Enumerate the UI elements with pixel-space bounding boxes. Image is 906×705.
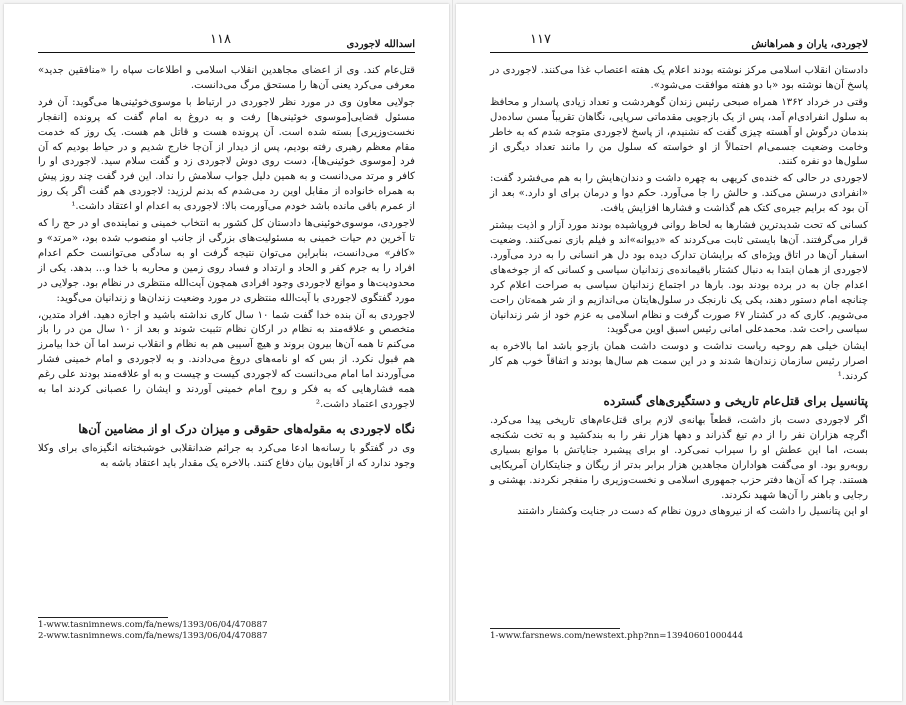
right-footnote-rule [490,628,620,629]
left-footnote-rule [38,617,168,618]
left-page [4,4,449,701]
right-paragraph-2: وقتی در خرداد ۱۳۶۲ همراه صبحی رئیس زندان گوهردشت و تعداد زیادی پاسدار و محافظ به سلول انفرادی‌ام آمد، پس از یک بازجویی مقدماتی سرپایی، نگاهان تقریباً مسن ساده‌دل بندمان درگوش او آهسته چیزی گفت که نشنیدم، از پاسخ لاجوردی متوجه شدم که به خاطر وخامت وضعیت جسمی‌ام احتمالاً از او خواسته که سلول من را مانند تعداد دیگری از سلول‌ها دو نفره کنند. [490,96,868,168]
right-page-header [490,32,868,53]
left-paragraph-1: قتل‌عام کند. وی از اعضای مجاهدین انقلاب اسلامی و اطلاعات سپاه را «منافقین جدید» معرفی می‌کرد یعنی آن‌ها را مستحق مرگ می‌دانست. [38,65,415,91]
left-paragraph-5: وی در گفتگو با رسانه‌ها ادعا می‌کرد به جرائم ضدانقلابی خوشبختانه انگیزه‌ای برای وکلا وجود ندارد که از آقایون بیان دفاع کنند. بالاخره یک مقدار باید اعتقاد باشه به [38,442,415,469]
right-paragraph-6: اگر لاجوردی دست باز داشت، قطعاً بهانه‌ی لازم برای قتل‌عام‌های تاریخی پیدا می‌کرد. اگرچه هزاران نفر را از دم تیغ گذراند و دهها هزار نفر را به بندکشید و به تخت شکنجه بست، اما این عطش او را سیراب نمی‌کرد. او برای پیشبرد جنایاتش با موانع بسیاری روبه‌رو بود. او می‌گفت هواداران مجاهدین هزار برابر بدتر از ریگان و جنایتکاران آمریکایی هستند. چرا که آن‌ها دفتر حزب جمهوری اسلامی و نخست‌وزیری را منفجر نکردند. بهشتی و رجایی و باهنر را آن‌ها شهید نکردند. [490,415,868,501]
left-page-header [38,32,415,53]
left-footnotes [38,620,415,642]
right-page-number: ۱۱۷ [530,32,551,47]
left-page-body [38,64,415,474]
right-paragraph-1: دادستان انقلاب اسلامی مرکز نوشته بودند اعلام یک هفته اعتصاب غذا می‌کنند. لاجوردی در پاسخ آن‌ها نوشته بود «با دو هفته موافقت می‌شود». [490,65,868,91]
left-running-header: اسدالله لاجوردی [346,39,415,50]
right-section-heading: پتانسیل برای قتل‌عام تاریخی و دستگیری‌های گسترده [603,394,868,409]
left-page-number: ۱۱۸ [210,32,231,47]
left-section-heading: نگاه لاجوردی به مقوله‌های حقوقی و میزان درک او از مضامین آن‌ها [78,421,415,436]
right-paragraph-4: کسانی که تحت شدیدترین فشارها به لحاظ روانی فروپاشیده بودند مورد آزار و اذیت بیشتر قرار می‌گرفتند. آن‌ها بایستی ثابت می‌کردند که «دیوانه»اند و فیلم بازی نمی‌کنند. وضعیت اسفبار آن‌ها در اتاق ویژه‌ای که برایشان تدارک دیده بود دل هر انسانی را به درد می‌آورد. لاجوردی از همان ابتدا به دنبال کشتار باقیمانده‌ی زندانیان سیاسی و کسانی که از جوخه‌های اعدام جان به در برده بودند بود. بارها در اجتماع زندانیان سیاسی به صراحت اعلام کرد چنانچه امام دستور دهند، یکی یک نارنجک در سلول‌هایتان می‌اندازیم و از شر همه‌تان راحت می‌شویم. کاری که در کشتار ۶۷ صورت گرفت و نظام اسلامی به عزم خود از شر زندانیان سیاسی راحت شد. محمدعلی امانی رئیس اسبق اوین می‌گوید: [490,220,868,336]
left-footnote-2: 2-www.tasnimnews.com/fa/news/1393/06/04/470887 [38,631,268,641]
page-gutter [452,0,453,705]
left-paragraph-4: لاجوردی به آن بنده خدا گفت شما ۱۰ سال کاری نداشته باشید و اجازه دهید. افراد متدین، متخصص و علاقه‌مند به نظام در ارکان نظام تثبیت شوند و بعد از ۱۰ سال من در را باز می‌کنم تا همه آن‌ها بیرون بروند و هیچ آسیبی هم به نظام و انقلاب نرسد اما آن خدا بیامرز هم قبول نکرد. از بس که او نامه‌های دروغ می‌دادند. و به لاجوردی و امام خمینی فشار می‌آوردند اما امام می‌دانست که لاجوردی کیست و چیست و به او علاقه‌مند بودند علی رغم همه فشارهایی که به فکر و روح امام خمینی آوردند و ایشان را عصبانی کردند اما به لاجوردی اعتماد داشت.² [38,309,416,410]
left-footnote-1: 1-www.tasnimnews.com/fa/news/1393/06/04/470887 [38,620,268,630]
right-paragraph-5: ایشان خیلی هم روحیه ریاست نداشت و دوست داشت همان بازجو باشد اما بالاخره به اصرار رئیس سازمان زندان‌ها شدند و در این سمت هم سال‌ها بودند و اتفاقاً خوب هم کار کردند.¹ [490,341,868,383]
left-paragraph-2: جولایی معاون وی در مورد نظر لاجوردی در ارتباط با موسوی‌خوئینی‌ها می‌گوید: آن فرد مسئول قضایی[موسوی خوئینی‌ها] رفت و به دروغ به امام گفت که پرونده [انفجار نخست‌وزیری] بسته شده است. آن پرونده هست و قاتل هم هست. یک روز که خدمت مقام معظم رهبری رفته بودیم، پس از دیدار از آن‌جا خارج شدیم و در حیاط بودیم که آن فرد [موسوی خوئینی‌ها]، دست روی دوش لاجوردی زد و گفت سلام سید. لاجوردی او را کافر و مرتد می‌دانست و به همین دلیل جواب سلامش را نداد. این فرد گفت چند روز پیش به همراه خانواده از مقابل اوین رد می‌شدم که بدنم لرزید: لاجوردی هم گفت اگر یک روز از عمرم باقی مانده باشد خودم می‌آورمت بالا: لاجوردی به اعدام او اعتقاد داشت.¹ [38,96,415,213]
right-footnotes [490,631,868,642]
right-paragraph-7: او این پتانسیل را داشت که از نیروهای درون نظام که دست در جنایت وکشتار داشتند [517,506,868,518]
right-running-header: لاجوردی، یاران و همراهانش [751,39,868,50]
right-page [456,4,902,701]
right-paragraph-3: لاجوردی در حالی که خنده‌ی کریهی به چهره داشت و دندان‌هایش را به هم می‌فشرد گفت: «انفرادی درسش می‌کند. و حالش را جا می‌آورد. حکم دوا و درمان برای او دارد.» بعد از آن بود که برایم جیره‌ی کتک هم گذاشت و فشارها افزایش یافت. [490,173,868,215]
right-page-body [490,64,868,522]
left-paragraph-3: لاجوردی، موسوی‌خوئینی‌ها دادستان کل کشور به انتخاب خمینی و نماینده‌ی او در حج را که تا آخرین دم حیات خمینی به مسئولیت‌های بزرگی از جانب او منصوب شده بود، «مرتد» و «کافر» می‌دانست، بنابراین می‌توان نتیجه گرفت او به سادگی می‌توانست حکم اعدام افراد را به جرم کفر و الحاد و ارتداد و فساد روی زمین و محاربه با خدا و... بدهد. یکی از محدودیت‌ها و موانع لاجوردی وجود افرادی همچون آیت‌الله منتظری در نظام بود. جولایی در مورد گفتگوی لاجوردی با آیت‌الله منتظری در مورد وضعیت زندان‌ها و زندانیان می‌گوید: [38,218,415,304]
right-footnote-1: 1-www.farsnews.com/newstext.php?nn=13940601000444 [490,631,744,641]
